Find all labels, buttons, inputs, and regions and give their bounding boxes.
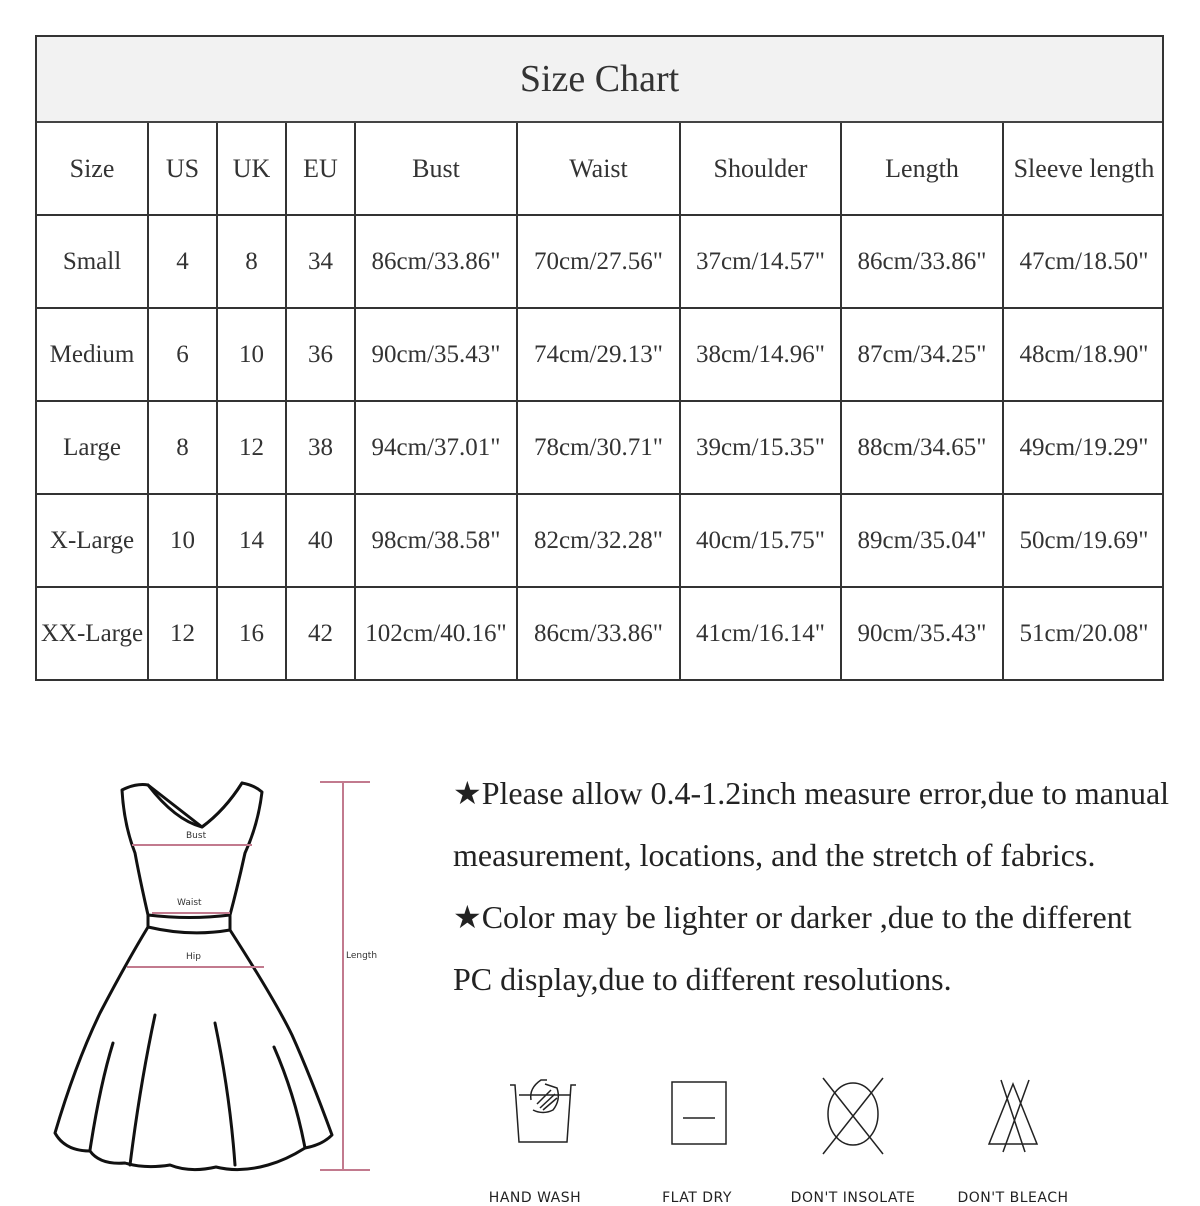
table-cell: 86cm/33.86" — [841, 215, 1003, 308]
table-cell: 42 — [286, 587, 355, 679]
care-item-dont-insolate — [778, 1070, 928, 1206]
column-header: Shoulder — [680, 123, 841, 215]
table-cell: 74cm/29.13" — [517, 308, 680, 401]
column-header: EU — [286, 123, 355, 215]
table-cell: 48cm/18.90" — [1003, 308, 1164, 401]
table-cell: 10 — [217, 308, 286, 401]
table-cell: 50cm/19.69" — [1003, 494, 1164, 587]
table-cell: X-Large — [37, 494, 148, 587]
table-cell: 6 — [148, 308, 217, 401]
column-header: Length — [841, 123, 1003, 215]
table-cell: 70cm/27.56" — [517, 215, 680, 308]
column-header: Sleeve length — [1003, 123, 1164, 215]
bust-label: Bust — [186, 831, 207, 841]
hip-label: Hip — [186, 952, 201, 962]
table-cell: 40cm/15.75" — [680, 494, 841, 587]
waist-label: Waist — [177, 898, 202, 908]
table-cell: 94cm/37.01" — [355, 401, 517, 494]
table-row — [37, 215, 1164, 308]
dress-outline-icon — [40, 765, 420, 1185]
size-table — [37, 123, 1164, 679]
care-label: FLAT DRY — [662, 1190, 732, 1206]
table-cell: 34 — [286, 215, 355, 308]
table-cell: XX-Large — [37, 587, 148, 679]
flat-dry-icon — [647, 1070, 747, 1160]
length-label: Length — [346, 951, 378, 961]
table-cell: 102cm/40.16" — [355, 587, 517, 679]
hand-wash-icon — [485, 1070, 585, 1160]
column-header: UK — [217, 123, 286, 215]
table-cell: 4 — [148, 215, 217, 308]
care-item-hand-wash — [460, 1070, 610, 1206]
size-chart-table — [35, 35, 1164, 681]
table-cell: 90cm/35.43" — [355, 308, 517, 401]
table-cell: 37cm/14.57" — [680, 215, 841, 308]
care-label: DON'T INSOLATE — [790, 1190, 916, 1206]
table-cell: 51cm/20.08" — [1003, 587, 1164, 679]
column-header: US — [148, 123, 217, 215]
table-cell: 78cm/30.71" — [517, 401, 680, 494]
column-header: Waist — [517, 123, 680, 215]
table-cell: 36 — [286, 308, 355, 401]
table-row — [37, 587, 1164, 679]
table-cell: 38 — [286, 401, 355, 494]
table-cell: 87cm/34.25" — [841, 308, 1003, 401]
column-header: Bust — [355, 123, 517, 215]
table-cell: 14 — [217, 494, 286, 587]
table-cell: 88cm/34.65" — [841, 401, 1003, 494]
table-row — [37, 494, 1164, 587]
table-cell: 86cm/33.86" — [517, 587, 680, 679]
table-row — [37, 308, 1164, 401]
table-cell: Medium — [37, 308, 148, 401]
table-cell: 89cm/35.04" — [841, 494, 1003, 587]
table-cell: 82cm/32.28" — [517, 494, 680, 587]
table-cell: 10 — [148, 494, 217, 587]
care-instructions — [460, 1070, 1160, 1206]
table-cell: 90cm/35.43" — [841, 587, 1003, 679]
column-header: Size — [37, 123, 148, 215]
table-cell: 47cm/18.50" — [1003, 215, 1164, 308]
table-cell: 12 — [148, 587, 217, 679]
table-cell: Small — [37, 215, 148, 308]
dress-measurement-diagram — [40, 765, 420, 1185]
care-item-flat-dry — [622, 1070, 772, 1206]
table-cell: 8 — [217, 215, 286, 308]
table-cell: 40 — [286, 494, 355, 587]
note-measure-error: ★Please allow 0.4-1.2inch measure error,due to manual measurement, locations, and the stretch of fabrics. — [453, 775, 1170, 873]
table-cell: 12 — [217, 401, 286, 494]
table-row — [37, 401, 1164, 494]
dont-insolate-icon — [803, 1070, 903, 1160]
table-cell: 8 — [148, 401, 217, 494]
size-chart-title: Size Chart — [37, 37, 1162, 123]
care-label: DON'T BLEACH — [957, 1190, 1069, 1206]
table-cell: 41cm/16.14" — [680, 587, 841, 679]
table-cell: 39cm/15.35" — [680, 401, 841, 494]
table-header-row — [37, 123, 1164, 215]
note-color-variance: ★Color may be lighter or darker ,due to the different PC display,due to different resolutions. — [453, 899, 1132, 997]
care-notes — [453, 762, 1173, 1010]
table-cell: 16 — [217, 587, 286, 679]
care-item-dont-bleach — [938, 1070, 1088, 1206]
care-label: HAND WASH — [488, 1190, 582, 1206]
dont-bleach-icon — [963, 1070, 1063, 1160]
table-cell: Large — [37, 401, 148, 494]
table-cell: 98cm/38.58" — [355, 494, 517, 587]
table-cell: 49cm/19.29" — [1003, 401, 1164, 494]
table-cell: 38cm/14.96" — [680, 308, 841, 401]
table-cell: 86cm/33.86" — [355, 215, 517, 308]
